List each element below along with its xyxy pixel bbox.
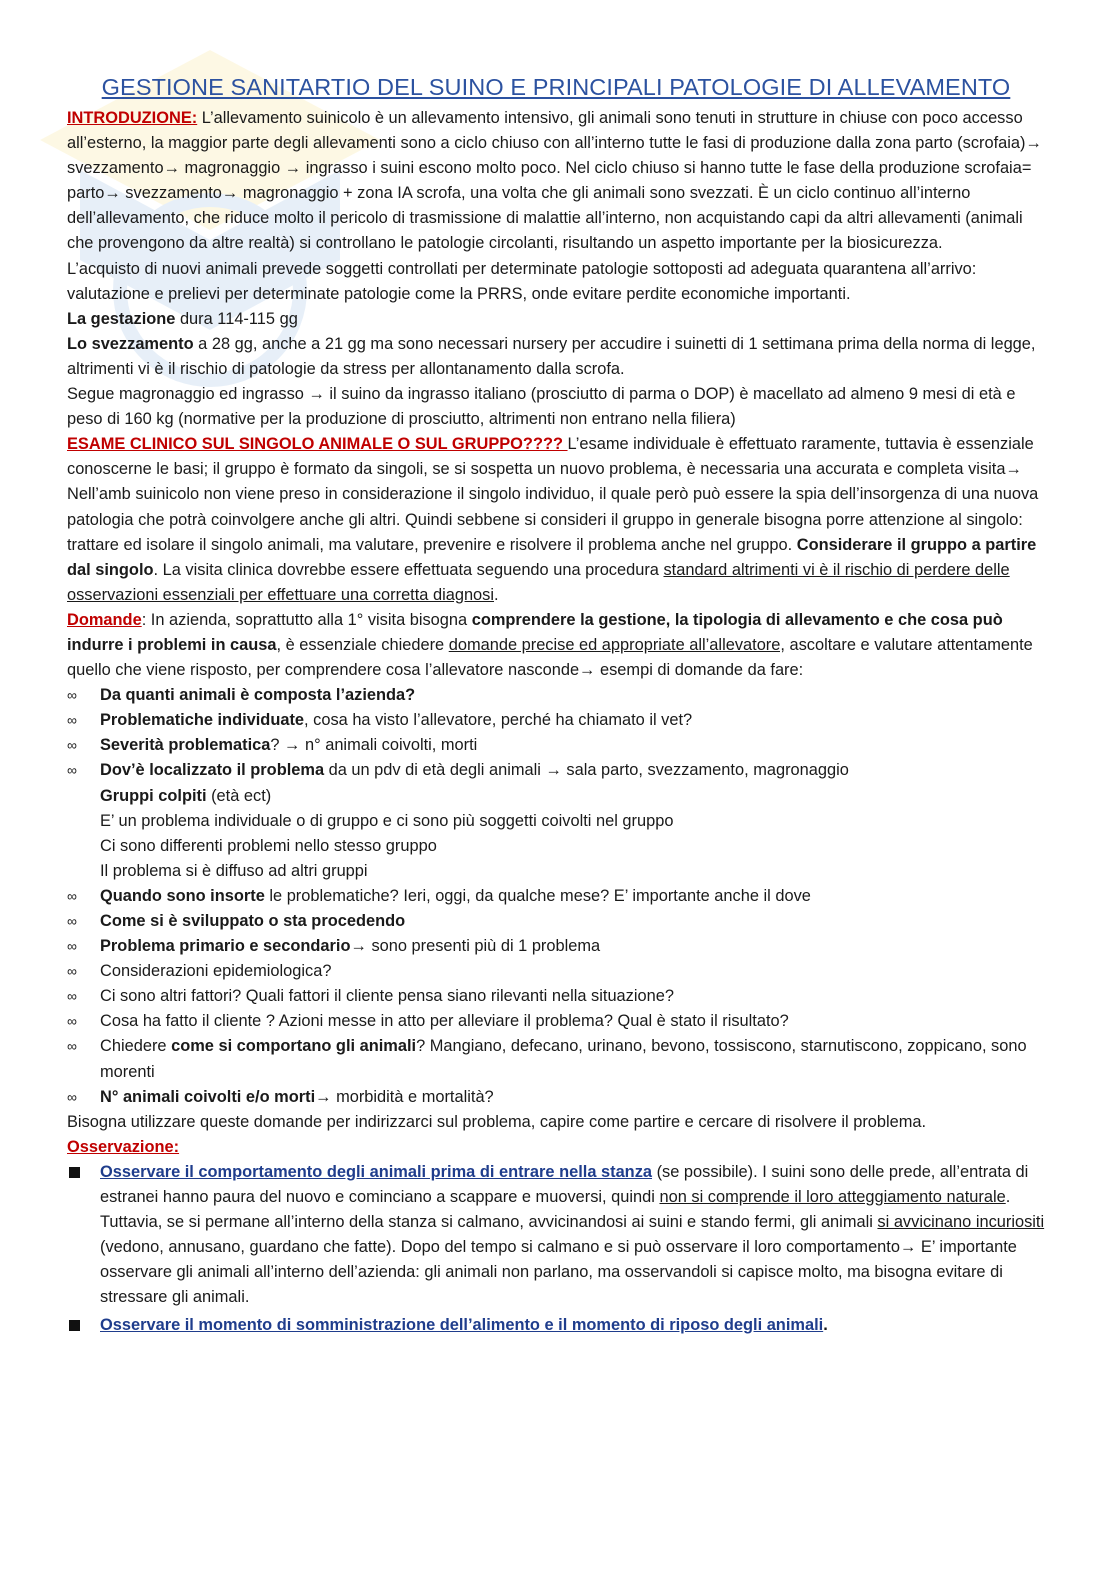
infinity-bullet-icon: ∞ <box>67 938 77 955</box>
list-item: ∞ Cosa ha fatto il cliente ? Azioni messe in atto per alleviare il problema? Qual è stato il risultato? <box>67 1009 1045 1034</box>
intro-label: INTRODUZIONE: <box>67 109 198 127</box>
domande-paragraph: Domande: In azienda, soprattutto alla 1° visita bisogna comprendere la gestione, la tipologia di allevamento e che cosa può indurre i problemi in causa, è essenziale chiedere domande precise ed appropriate all’allevatore, ascoltare e valutare attentamente quello che viene risposto, per comprendere cosa l’allevatore nasconde→ esempi di domande da fare: <box>67 610 1033 680</box>
list-item: ∞ Severità problematica? → n° animali coivolti, morti <box>67 733 1045 758</box>
osservazione-label: Osservazione: <box>67 1137 180 1156</box>
infinity-bullet-icon: ∞ <box>67 1038 77 1055</box>
magronaggio-paragraph: Segue magronaggio ed ingrasso → il suino da ingrasso italiano (prosciutto di parma o DOP) è macellato ad almeno 9 mesi di età e peso di 160 kg (normative per la produzione di prosciutto, altrimenti non entrano nella filiera) <box>67 385 1016 429</box>
list-subitem: Ci sono differenti problemi nello stesso gruppo <box>100 836 437 855</box>
infinity-bullet-icon: ∞ <box>67 1088 77 1105</box>
infinity-bullet-icon: ∞ <box>67 887 77 904</box>
domande-label: Domande <box>67 610 142 629</box>
infinity-bullet-icon: ∞ <box>67 762 77 779</box>
infinity-bullet-icon: ∞ <box>67 1013 77 1030</box>
list-item: ∞ Ci sono altri fattori? Quali fattori il cliente pensa siano rilevanti nella situazione? <box>67 984 1045 1009</box>
domande-list <box>67 683 1045 783</box>
osservazione-heading <box>67 1135 1045 1160</box>
infinity-bullet-icon: ∞ <box>67 687 77 704</box>
domande-list-continued <box>67 884 1045 1110</box>
acquisto-paragraph: L’acquisto di nuovi animali prevede soggetti controllati per determinate patologie sottoposti ad adeguata quarantena all’arrivo: valutazione e prelievi per determinate patologie come la PRRS, onde evitare perdite economiche importanti. <box>67 259 977 303</box>
esame-paragraph: ESAME CLINICO SUL SINGOLO ANIMALE O SUL GRUPPO???? L’esame individuale è effettuato raramente, tuttavia è essenziale conoscerne le basi; il gruppo è formato da singoli, se si sospetta un nuovo problema, è necessaria una accurata e completa visita→ Nell’amb suinicolo non viene preso in considerazione il singolo individuo, il quale però può essere la spia dell’insorgenza di una nuova patologia che potrà coinvolgere anche gli altri. Quindi sebbene si consideri il gruppo in generale bisogna porre attenzione al singolo: trattare ed isolare il singolo animali, ma valutare, prevenire e risolvere il problema anche nel gruppo. Considerare il gruppo a partire dal singolo. La visita clinica dovrebbe essere effettuata seguendo una procedura standard altrimenti vi è il rischio di perdere delle osservazioni essenziali per effettuare una corretta diagnosi. <box>67 435 1039 604</box>
infinity-bullet-icon: ∞ <box>67 913 77 929</box>
domande-closing: Bisogna utilizzare queste domande per indirizzarci sul problema, capire come partire e cercare di risolvere il problema. <box>67 1112 927 1131</box>
infinity-bullet-icon: ∞ <box>67 963 77 980</box>
list-item: ∞ Dov’è localizzato il problema da un pdv di età degli animali → sala parto, svezzamento, magronaggio <box>67 758 1045 783</box>
infinity-bullet-icon: ∞ <box>67 737 77 754</box>
list-item: ∞ Chiedere come si comportano gli animali? Mangiano, defecano, urinano, bevono, tossiscono, starnutiscono, zoppicano, sono morenti <box>67 1034 1045 1084</box>
list-item: ∞ Da quanti animali è composta l’azienda? <box>67 683 1045 708</box>
list-item: Osservare il momento di somministrazione dell’alimento e il momento di riposo degli animali. <box>67 1313 1045 1338</box>
list-item: ∞ Problema primario e secondario→ sono presenti più di 1 problema <box>67 934 1045 959</box>
gestazione-line: La gestazione dura 114-115 gg <box>67 309 298 328</box>
infinity-bullet-icon: ∞ <box>67 988 77 1005</box>
list-item: ∞ Problematiche individuate, cosa ha visto l’allevatore, perché ha chiamato il vet? <box>67 708 1045 733</box>
list-item: ∞ Come si è sviluppato o sta procedendo <box>67 909 1045 934</box>
intro-paragraph: INTRODUZIONE: L’allevamento suinicolo è un allevamento intensivo, gli animali sono tenuti in strutture in chiuse con poco accesso all’esterno, la maggior parte degli allevamenti sono a ciclo chiuso con all’interno tutte le fasi di produzione dalla zona parto (scrofaia)→ svezzamento→ magronaggio → ingrasso i suini escono molto poco. Nel ciclo chiuso si hanno tutte le fase della produzione scrofaia= parto→ svezzamento→ magronaggio + zona IA scrofa, una volta che gli animali sono svezzati. È un ciclo continuo all’interno dell’allevamento, che riduce molto il pericolo di trasmissione di malattie all’interno, non acquistando capi da altri allevamenti (animali che provengono da altre realtà) si controllano le patologie circolanti, risultando un aspetto importante per la biosicurezza. <box>67 109 1042 253</box>
square-bullet-icon <box>69 1167 80 1178</box>
list-subitem: Il problema si è diffuso ad altri gruppi <box>100 861 368 880</box>
list-item: ∞ Quando sono insorte le problematiche? Ieri, oggi, da qualche mese? E’ importante anche il dove <box>67 884 1045 909</box>
svezzamento-paragraph: Lo svezzamento a 28 gg, anche a 21 gg ma sono necessari nursery per accudire i suinetti di 1 settimana prima della norma di legge, altrimenti vi è il rischio di patologie da stress per allontanamento dalla scrofa. <box>67 334 1036 378</box>
square-bullet-icon <box>69 1320 80 1331</box>
list-item: Osservare il comportamento degli animali prima di entrare nella stanza (se possibile). I suini sono delle prede, all’entrata di estranei hanno paura del nuovo e cominciano a scappare e muoversi, quindi non si comprende il loro atteggiamento naturale. Tuttavia, se si permane all’interno della stanza si calmano, avvicinandosi ai suini e stando fermi, gli animali si avvicinano incuriositi (vedono, annusano, guardano che fatte). Dopo del tempo si calmano e si può osservare il loro comportamento→ E’ importante osservare gli animali all’interno dell’azienda: gli animali non parlano, ma osservandoli si capisce molto, ma bisogna evitare di stressare gli animali. <box>67 1160 1045 1311</box>
list-item: ∞ Considerazioni epidemiologica? <box>67 959 1045 984</box>
document-page <box>67 72 1045 1338</box>
infinity-bullet-icon: ∞ <box>67 712 77 729</box>
esame-label: ESAME CLINICO SUL SINGOLO ANIMALE O SUL GRUPPO???? <box>67 435 568 454</box>
list-item: ∞ N° animali coivolti e/o morti→ morbidità e mortalità? <box>67 1085 1045 1110</box>
osservazione-list <box>67 1160 1045 1338</box>
list-subitem: Gruppi colpiti (età ect) <box>100 786 272 805</box>
list-subitem: E’ un problema individuale o di gruppo e ci sono più soggetti coivolti nel gruppo <box>100 811 674 830</box>
page-title: GESTIONE SANITARTIO DEL SUINO E PRINCIPALI PATOLOGIE DI ALLEVAMENTO <box>101 74 1011 100</box>
